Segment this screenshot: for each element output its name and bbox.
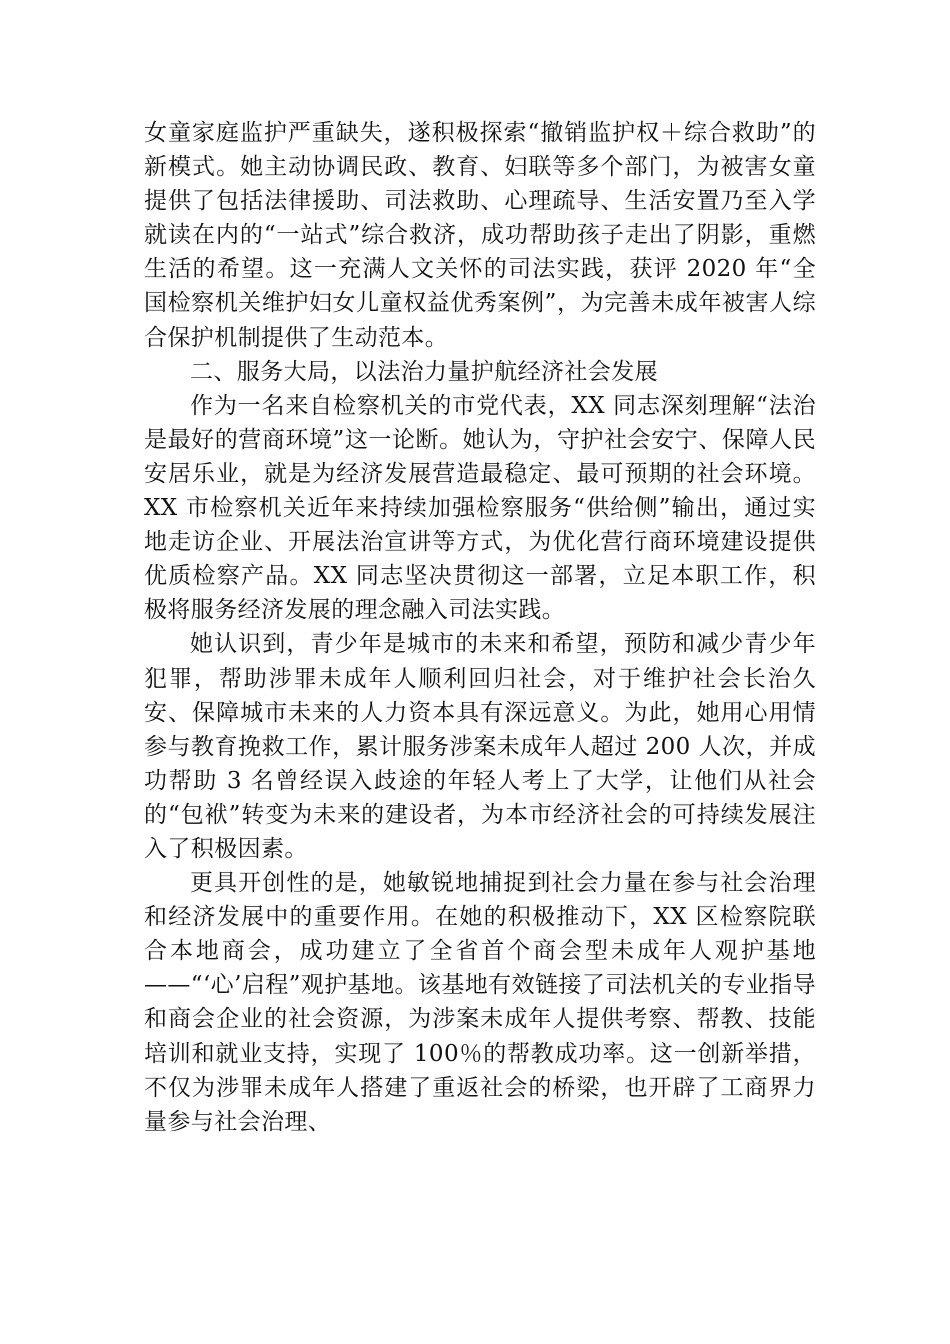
- paragraph: 更具开创性的是，她敏锐地捕捉到社会力量在参与社会治理和经济发展中的重要作用。在她的积极推动下，XX 区检察院联合本地商会，成功建立了全省首个商会型未成年人观护基地——“‘心’启程”观护基地。该基地有效链接了司法机关的专业指导和商会企业的社会资源，为涉案未成年人提供考察、帮教、技能培训和就业支持，实现了 100％的帮教成功率。这一创新举措，不仅为涉罪未成年人搭建了重返社会的桥梁，也开辟了工商界力量参与社会治理、: [144, 870, 816, 1135]
- section-heading: 二、服务大局，以法治力量护航经济社会发展: [190, 358, 658, 385]
- paragraph: 作为一名来自检察机关的市党代表，XX 同志深刻理解“法治是最好的营商环境”这一论断。她认为，守护社会安宁、保障人民安居乐业，就是为经济发展营造最稳定、最可预期的社会环境。XX 市检察机关近年来持续加强检察服务“供给侧”输出，通过实地走访企业、开展法治宣讲等方式，为优化营行商环境建设提供优质检察产品。XX 同志坚决贯彻这一部署，立足本职工作，积极将服务经济发展的理念融入司法实践。: [144, 392, 816, 624]
- paragraph: 她认识到，青少年是城市的未来和希望，预防和减少青少年犯罪，帮助涉罪未成年人顺利回归社会，对于维护社会长治久安、保障城市未来的人力资本具有深远意义。为此，她用心用情参与教育挽救工作，累计服务涉案未成年人超过 200 人次，并成功帮助 3 名曾经误入歧途的年轻人考上了大学，让他们从社会的“包袱”转变为未来的建设者，为本市经济社会的可持续发展注入了积极因素。: [144, 631, 816, 862]
- paragraph-continuation: 女童家庭监护严重缺失，遂积极探索“撤销监护权＋综合救助”的新模式。她主动协调民政、教育、妇联等多个部门，为被害女童提供了包括法律援助、司法救助、心理疏导、生活安置乃至入学就读在内的“一站式”综合救济，成功帮助孩子走出了阴影，重燃生活的希望。这一充满人文关怀的司法实践，获评 2020 年“全国检察机关维护妇女儿童权益优秀案例”，为完善未成年被害人综合保护机制提供了生动范本。: [144, 120, 816, 351]
- document-body: [144, 116, 816, 1139]
